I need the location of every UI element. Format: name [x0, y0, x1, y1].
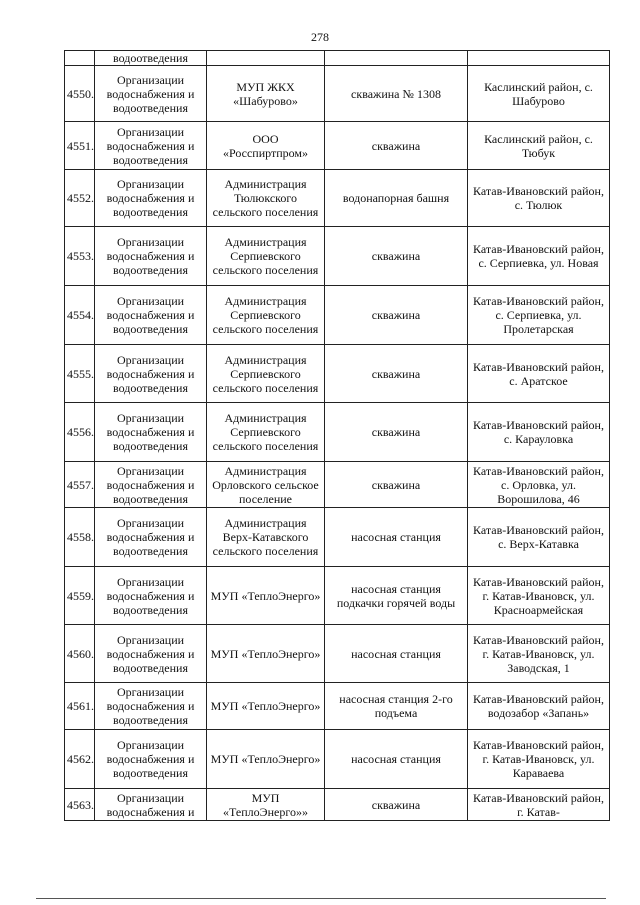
row-location: [468, 51, 610, 66]
row-number: [65, 51, 95, 66]
row-object: скважина № 1308: [325, 66, 468, 122]
row-number: 4550.: [65, 66, 95, 122]
row-owner: Администрация Серпиевского сельского поселения: [207, 227, 325, 286]
row-owner: МУП «ТеплоЭнерго»: [207, 683, 325, 730]
row-object: скважина: [325, 403, 468, 462]
row-number: 4551.: [65, 122, 95, 170]
row-object: скважина: [325, 462, 468, 508]
row-number: 4553.: [65, 227, 95, 286]
row-category: Организации водоснабжения и водоотведения: [95, 567, 207, 625]
row-category: Организации водоснабжения и водоотведения: [95, 286, 207, 345]
row-object: насосная станция подкачки горячей воды: [325, 567, 468, 625]
table-row: [65, 567, 610, 625]
row-number: 4555.: [65, 345, 95, 403]
row-number: 4562.: [65, 730, 95, 789]
row-object: насосная станция: [325, 508, 468, 567]
table-row: [65, 345, 610, 403]
row-category: Организации водоснабжения и водоотведения: [95, 403, 207, 462]
row-owner: Администрация Серпиевского сельского поселения: [207, 403, 325, 462]
row-category: Организации водоснабжения и водоотведения: [95, 66, 207, 122]
row-location: Катав-Ивановский район, водозабор «Запань»: [468, 683, 610, 730]
table-row: [65, 683, 610, 730]
row-location: Каслинский район, с. Тюбук: [468, 122, 610, 170]
page-number: 278: [311, 30, 329, 44]
row-owner: МУП «ТеплоЭнерго»: [207, 625, 325, 683]
row-number: 4552.: [65, 170, 95, 227]
row-number: 4557.: [65, 462, 95, 508]
row-object: насосная станция 2-го подъема: [325, 683, 468, 730]
row-number: 4558.: [65, 508, 95, 567]
table-row: [65, 286, 610, 345]
registry-table: [64, 50, 610, 821]
row-category: Организации водоснабжения и водоотведения: [95, 683, 207, 730]
table-row: [65, 625, 610, 683]
row-category: Организации водоснабжения и водоотведения: [95, 170, 207, 227]
row-location: Каслинский район, с. Шабурово: [468, 66, 610, 122]
row-category: Организации водоснабжения и водоотведения: [95, 625, 207, 683]
footer-rule: [36, 898, 606, 899]
row-location: Катав-Ивановский район, с. Карауловка: [468, 403, 610, 462]
row-category: Организации водоснабжения и водоотведения: [95, 227, 207, 286]
table-row: [65, 508, 610, 567]
row-category: Организации водоснабжения и: [95, 789, 207, 821]
row-owner: МУП «ТеплоЭнерго»: [207, 730, 325, 789]
row-category: Организации водоснабжения и водоотведения: [95, 462, 207, 508]
table-row: [65, 227, 610, 286]
row-location: Катав-Ивановский район, с. Тюлюк: [468, 170, 610, 227]
row-object: водонапорная башня: [325, 170, 468, 227]
row-object: скважина: [325, 227, 468, 286]
row-number: 4559.: [65, 567, 95, 625]
row-location: Катав-Ивановский район, с. Орловка, ул. Ворошилова, 46: [468, 462, 610, 508]
row-location: Катав-Ивановский район, с. Серпиевка, ул. Пролетарская: [468, 286, 610, 345]
row-location: Катав-Ивановский район, г. Катав-: [468, 789, 610, 821]
row-object: насосная станция: [325, 730, 468, 789]
row-location: Катав-Ивановский район, г. Катав-Ивановск, ул. Караваева: [468, 730, 610, 789]
row-owner: [207, 51, 325, 66]
row-category: Организации водоснабжения и водоотведения: [95, 730, 207, 789]
row-location: Катав-Ивановский район, с. Верх-Катавка: [468, 508, 610, 567]
row-location: Катав-Ивановский район, г. Катав-Ивановск, ул. Заводская, 1: [468, 625, 610, 683]
table-row: [65, 730, 610, 789]
row-number: 4560.: [65, 625, 95, 683]
row-number: 4554.: [65, 286, 95, 345]
row-location: Катав-Ивановский район, с. Серпиевка, ул. Новая: [468, 227, 610, 286]
row-owner: Администрация Серпиевского сельского поселения: [207, 286, 325, 345]
row-owner: Администрация Верх-Катавского сельского поселения: [207, 508, 325, 567]
table-row: [65, 51, 610, 66]
row-category: Организации водоснабжения и водоотведения: [95, 122, 207, 170]
row-category: Организации водоснабжения и водоотведения: [95, 508, 207, 567]
table-row: [65, 122, 610, 170]
row-object: скважина: [325, 122, 468, 170]
row-owner: МУП ЖКХ «Шабурово»: [207, 66, 325, 122]
row-number: 4561.: [65, 683, 95, 730]
table-row: [65, 403, 610, 462]
row-owner: МУП «ТеплоЭнерго»»: [207, 789, 325, 821]
row-object: скважина: [325, 345, 468, 403]
row-owner: Администрация Тюлюкского сельского поселения: [207, 170, 325, 227]
row-location: Катав-Ивановский район, г. Катав-Ивановск, ул. Красноармейская: [468, 567, 610, 625]
row-object: скважина: [325, 286, 468, 345]
row-number: 4563.: [65, 789, 95, 821]
table-row: [65, 789, 610, 821]
row-number: 4556.: [65, 403, 95, 462]
row-owner: МУП «ТеплоЭнерго»: [207, 567, 325, 625]
row-owner: Администрация Серпиевского сельского поселения: [207, 345, 325, 403]
row-category: водоотведения: [95, 51, 207, 66]
row-location: Катав-Ивановский район, с. Аратское: [468, 345, 610, 403]
table-row: [65, 462, 610, 508]
row-object: насосная станция: [325, 625, 468, 683]
table-row: [65, 66, 610, 122]
table-row: [65, 170, 610, 227]
row-category: Организации водоснабжения и водоотведения: [95, 345, 207, 403]
row-owner: ООО «Росспиртпром»: [207, 122, 325, 170]
row-owner: Администрация Орловского сельское поселение: [207, 462, 325, 508]
row-object: [325, 51, 468, 66]
row-object: скважина: [325, 789, 468, 821]
